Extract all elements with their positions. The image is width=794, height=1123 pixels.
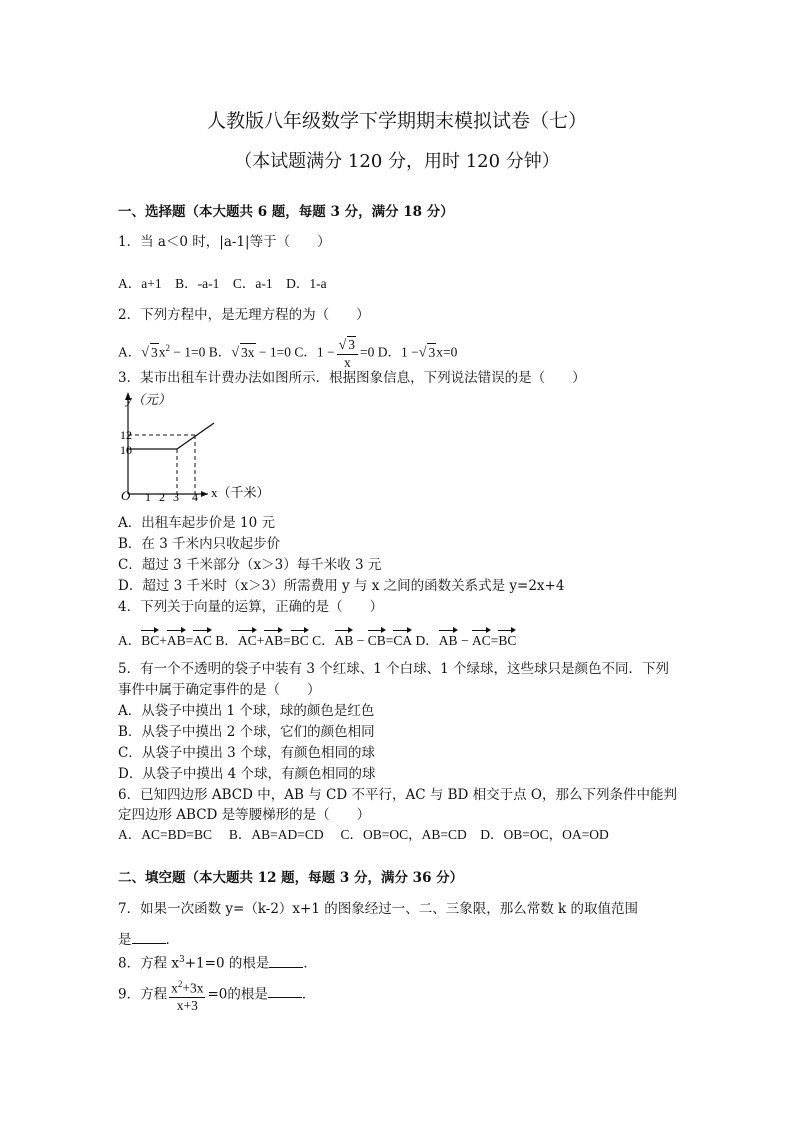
q5-option-d: D．从袋子中摸出 4 个球，有颜色相同的球 [118,766,376,782]
operator: − [353,633,368,648]
vector: AB [167,628,186,650]
q4-a-label: A． [118,633,142,648]
q9-answer-blank[interactable] [268,985,302,998]
q2-c-fraction: $\frac{√ 3}{x}$ [337,336,358,371]
vector: AB [439,628,458,650]
q9-punct: ． [301,986,316,1003]
q6-stem-line1: 6．已知四边形 ABCD 中，AB 与 CD 不平行，AC 与 BD 相交于点 O，那么下列条件中能判 [118,787,677,803]
operator: = [283,633,291,648]
q9-num-exp: 2 [177,979,183,989]
q9-num-var: x [171,980,178,996]
section-2-heading: 二、填空题（本大题共 12 题，每题 3 分，满分 36 分） [118,870,464,886]
vector: AC [193,628,212,650]
q4-b-label: B． [215,633,238,648]
q3-option-d: D．超过 3 千米时（x＞3）所需费用 y 与 x 之间的函数关系式是 y=2x+4 [118,578,565,594]
q7-stem-line2 [118,931,179,949]
q9-num-rest: +3x [182,980,204,996]
q5-stem-line2: 事件中属于确定事件的是（ ） [118,682,321,698]
operator: + [159,633,167,648]
vector: CB [368,628,386,650]
q6-stem-line2: 定四边形 ABCD 是等腰梯形的是（ ） [118,807,371,823]
q7-stem-line1: 7．如果一次函数 y=（k-2）x+1 的图象经过一、二、三象限，那么常数 k 的取值范围 [118,901,638,917]
q3-option-a: A．出租车起步价是 10 元 [118,515,276,531]
vector: BC [498,628,516,650]
q5-option-c: C．从袋子中摸出 3 个球，有颜色相同的球 [118,745,376,761]
sqrt-sign: √ [231,345,239,361]
section-1-heading: 一、选择题（本大题共 6 题，每题 3 分，满分 18 分） [118,204,454,220]
q5-option-b: B．从袋子中摸出 2 个球，它们的颜色相同 [118,724,375,740]
q8-text-mid: +1=0 的根是 [184,955,270,972]
operator: + [256,633,265,648]
q2-c-radicand: 3 [348,337,356,352]
taxi-fare-graph [116,388,286,504]
vector: AC [472,628,491,650]
q5-option-a: A．从袋子中摸出 1 个球，球的颜色是红色 [118,703,375,719]
q8-answer-blank[interactable] [269,955,303,968]
vector: AC [238,628,257,650]
q2-a-radicand: 3 [150,344,158,360]
q2-a-var: x [158,344,166,360]
operator: = [385,633,394,648]
q2-stem: 2．下列方程中，是无理方程的为（ ） [118,307,370,323]
y-axis-label: y（元） [126,392,171,407]
x-tick-2: 2 [159,490,165,504]
q9-text: 9．方程 [118,986,168,1003]
q2-c-den: x [343,355,351,370]
q7-punct: ． [165,932,179,948]
q2-a-tail: − 1=0 [169,344,206,360]
q1-options: A．a+1 B．-a-1 C．a-1 D．1-a [118,276,327,291]
vector: AB [335,628,354,650]
sqrt-sign: √ [418,345,427,361]
x-axis-arrow [201,491,208,497]
vector: BC [141,628,159,650]
q2-b-tail: − 1=0 [255,344,291,360]
x-tick-4: 4 [192,490,198,504]
q2-b-radicand: 3x [241,344,255,360]
vector: AB [264,628,283,650]
q9-text-mid: =0的根是 [207,986,268,1003]
exam-title: 人教版八年级数学下学期期末模拟试卷（七） [206,110,587,132]
q9-fraction [169,976,205,1014]
q8-text: 8．方程 x [118,955,179,972]
q2-c-tail: =0 [360,344,375,360]
q2-options [118,336,457,371]
sqrt-sign: √ [141,345,149,361]
q2-option-c-label: C．1 − [294,344,335,360]
x-tick-1: 1 [145,490,151,504]
q7-answer-blank[interactable] [132,931,166,944]
q7-text: 是 [118,932,132,948]
q3-option-c: C．超过 3 千米部分（x＞3）每千米收 3 元 [118,557,382,573]
q2-a-exp: 2 [165,343,170,354]
q6-options: A．AC=BD=BC B．AB=AD=CD C．OB=OC，AB=CD D．OB=OC，OA=OD [118,827,609,842]
x-tick-3: 3 [173,490,179,504]
q5-stem-line1: 5．有一个不透明的袋子中装有 3 个红球、1 个白球、1 个绿球，这些球只是颜色不同．下列 [118,661,670,677]
vector: CA [393,628,412,650]
q4-stem: 4．下列关于向量的运算，正确的是（ ） [118,599,384,615]
operator: = [185,633,194,648]
q4-options [118,628,516,650]
q4-d-label: D． [415,633,439,648]
operator: − [457,633,472,648]
operator: = [490,633,499,648]
x-axis-label: x（千米） [211,485,270,500]
q2-option-d-label: D．1 − [377,344,419,360]
vector: BC [291,628,309,650]
fare-line [128,423,214,449]
q3-option-b: B．在 3 千米内只收起步价 [118,536,281,552]
origin-label: O [121,488,131,503]
q1-stem: 1．当 a＜0 时，|a-1|等于（ ） [118,234,331,250]
q3-stem: 3．某市出租车计费办法如图所示．根据图象信息，下列说法错误的是（ ） [118,370,586,386]
q2-d-radicand: 3 [428,344,436,360]
y-tick-10: 10 [120,443,132,457]
exam-subtitle: （本试题满分 120 分，用时 120 分钟） [234,151,560,172]
q9-den: x+3 [176,997,198,1013]
q8-exp: 3 [179,955,185,965]
y-tick-12: 12 [120,428,132,442]
q2-option-a-label: A． [118,344,142,360]
q8-punct: ． [303,955,317,972]
q2-d-tail: x=0 [436,344,458,360]
q8-stem [118,951,317,973]
q9-stem [118,976,315,1014]
q4-c-label: C． [312,633,335,648]
q2-option-b-label: B． [208,344,232,360]
